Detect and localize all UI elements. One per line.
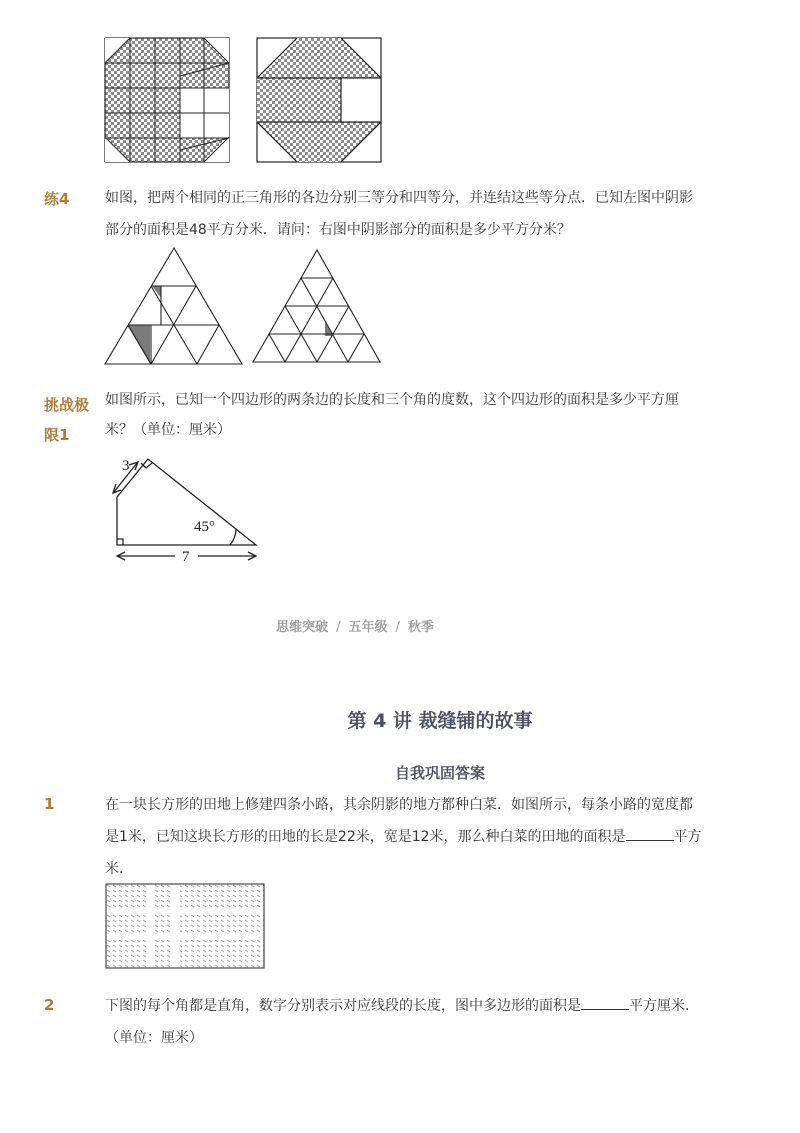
checkered-square-figure-left (105, 38, 230, 163)
base-length-label: 7 (182, 549, 190, 565)
triangle-figure-right (253, 250, 381, 365)
exercise-4-text: 如图，把两个相同的正三角形的各边分别三等分和四等分，并连结这些等分点．已知左图中阴影 部分的面积是48平方分米．请问：右图中阴影部分的面积是多少平方分米？ (105, 190, 693, 238)
question-1-text: 在一块长方形的田地上修建四条小路，其余阴影的地方都种白菜．如图所示，每条小路的宽度都 是1米，已知这块长方形的田地的长是22米，宽是12米，那么种白菜的田地的面积是 平方 米． (105, 797, 702, 877)
exercise-label: 练4 (44, 190, 70, 208)
checkered-square-figure-right (257, 38, 382, 163)
lecture-title: 第 4 讲 裁缝铺的故事 (347, 710, 533, 732)
challenge-label: 挑战极 限1 (44, 396, 90, 444)
answer-blank[interactable] (581, 995, 629, 1010)
page-footer: 思维突破 / 五年级 / 秋季 (276, 620, 434, 635)
question-2-number: 2 (44, 996, 55, 1014)
triangle-figure-left (105, 248, 243, 366)
answers-title: 自我巩固答案 (394, 764, 485, 782)
challenge-text: 如图所示，已知一个四边形的两条边的长度和三个角的度数，这个四边形的面积是多少平方厘 米？（单位：厘米） (105, 392, 679, 438)
side-length-label: 3 (122, 458, 130, 474)
angle-label: 45° (194, 519, 215, 535)
question-1-number: 1 (44, 795, 55, 813)
quadrilateral-figure (100, 452, 265, 567)
answer-blank[interactable] (626, 826, 674, 841)
question-2-text: 下图的每个角都是直角，数字分别表示对应线段的长度，图中多边形的面积是 平方厘米． （单位：厘米） (105, 990, 725, 1054)
field-diagram (106, 884, 266, 970)
